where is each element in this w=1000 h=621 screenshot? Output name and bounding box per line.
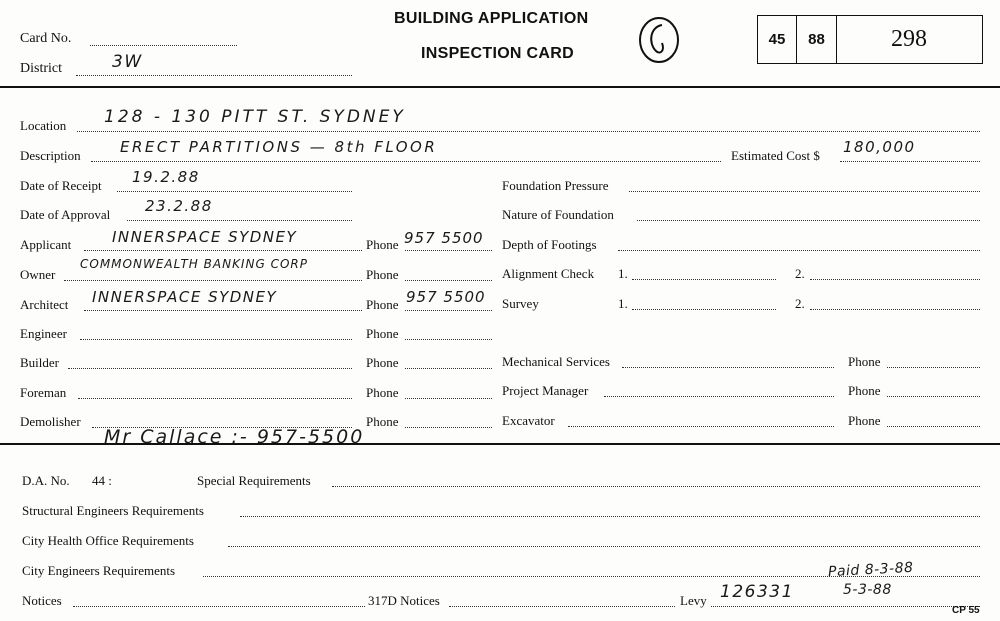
levy-label: Levy [680,593,707,608]
notices-317d-label: 317D Notices [368,593,440,608]
owner-phone-field[interactable] [405,280,492,281]
card-no-label: Card No. [20,31,72,46]
builder-label: Builder [20,355,59,370]
engineer-phone-label: Phone [366,326,399,341]
mechanical-phone-label: Phone [848,354,881,369]
district-field[interactable] [76,75,352,76]
form-code: CP 55 [952,605,980,616]
box-cell-number: 298 [891,26,927,52]
health-requirements-label: City Health Office Requirements [22,533,194,548]
section-divider [0,443,1000,445]
da-no-value: 44 : [92,473,112,488]
architect-phone-label: Phone [366,297,399,312]
location-label: Location [20,118,67,133]
district-value: 3W [112,52,143,72]
box-cell-2: 88 [797,16,837,63]
alignment-field-1[interactable] [632,279,776,280]
levy-value: 126331 [720,582,794,602]
excavator-field[interactable] [568,426,834,427]
architect-value: INNERSPACE SYDNEY [92,288,278,306]
mechanical-phone-field[interactable] [887,367,980,368]
alignment-num-1: 1. [618,266,628,281]
depth-footings-label: Depth of Footings [502,237,597,252]
structural-requirements-label: Structural Engineers Requirements [22,503,204,518]
project-manager-label: Project Manager [502,383,589,398]
alignment-field-2[interactable] [810,279,980,280]
description-value: ERECT PARTITIONS — 8th FLOOR [120,138,438,156]
excavator-phone-label: Phone [848,413,881,428]
paid-note: Paid 8-3-88 [827,559,914,581]
applicant-phone-label: Phone [366,237,399,252]
alignment-check-label: Alignment Check [502,266,595,281]
notices-317d-field[interactable] [449,606,675,607]
date-receipt-label: Date of Receipt [20,178,102,193]
date-approval-value: 23.2.88 [145,197,213,215]
box-cell-1: 45 [758,16,797,63]
applicant-phone-value: 957 5500 [404,229,484,247]
health-requirements-field[interactable] [228,546,980,547]
foundation-pressure-field[interactable] [629,191,980,192]
applicant-label: Applicant [20,237,72,252]
project-manager-phone-label: Phone [848,383,881,398]
demolisher-label: Demolisher [20,414,81,429]
project-manager-field[interactable] [604,396,834,397]
date-approval-label: Date of Approval [20,207,111,222]
engineer-phone-field[interactable] [405,339,492,340]
district-label: District [20,61,62,76]
levy-field[interactable] [711,606,980,607]
nature-foundation-label: Nature of Foundation [502,207,614,222]
builder-phone-field[interactable] [405,368,492,369]
demolisher-phone-label: Phone [366,414,399,429]
owner-phone-label: Phone [366,267,399,282]
special-requirements-label: Special Requirements [197,473,311,488]
owner-label: Owner [20,267,56,282]
applicant-phone-field[interactable] [405,250,492,251]
date-note: 5-3-88 [843,582,892,598]
form-title-line1: BUILDING APPLICATION [394,10,589,27]
location-value: 128 - 130 PITT ST. SYDNEY [104,107,406,127]
architect-label: Architect [20,297,69,312]
foreman-label: Foreman [20,385,67,400]
foreman-phone-field[interactable] [405,398,492,399]
location-field[interactable] [77,131,980,132]
depth-footings-field[interactable] [618,250,980,251]
estimated-cost-value: 180,000 [843,138,916,156]
mechanical-label: Mechanical Services [502,354,610,369]
survey-num-1: 1. [618,296,628,311]
nature-foundation-field[interactable] [637,220,980,221]
survey-field-2[interactable] [810,309,980,310]
city-engineers-label: City Engineers Requirements [22,563,176,578]
architect-field[interactable] [84,310,362,311]
special-requirements-field[interactable] [332,486,980,487]
form-title-line2: INSPECTION CARD [421,45,574,62]
estimated-cost-label: Estimated Cost $ [731,148,820,163]
owner-field[interactable] [64,280,362,281]
architect-phone-field[interactable] [405,310,492,311]
da-no-label: D.A. No. [22,473,70,488]
card-no-field[interactable] [90,45,237,46]
mechanical-field[interactable] [622,367,834,368]
date-approval-field[interactable] [127,220,352,221]
description-field[interactable] [91,161,721,162]
description-label: Description [20,148,81,163]
survey-label: Survey [502,296,539,311]
stamp-mark-icon [634,13,684,67]
notices-field[interactable] [73,606,365,607]
foreman-field[interactable] [78,398,352,399]
architect-phone-value: 957 5500 [406,288,486,306]
engineer-field[interactable] [80,339,352,340]
date-receipt-field[interactable] [117,191,352,192]
notices-label: Notices [22,593,62,608]
owner-value: COMMONWEALTH BANKING CORP [80,257,308,271]
estimated-cost-field[interactable] [840,161,980,162]
date-receipt-value: 19.2.88 [132,168,200,186]
survey-field-1[interactable] [632,309,776,310]
engineer-label: Engineer [20,326,67,341]
excavator-phone-field[interactable] [887,426,980,427]
applicant-value: INNERSPACE SYDNEY [112,228,298,246]
survey-num-2: 2. [795,296,805,311]
contact-note: Mr Callace :- 957-5500 [104,426,365,448]
excavator-label: Excavator [502,413,555,428]
project-manager-phone-field[interactable] [887,396,980,397]
builder-field[interactable] [68,368,352,369]
builder-phone-label: Phone [366,355,399,370]
foundation-pressure-label: Foundation Pressure [502,178,609,193]
structural-requirements-field[interactable] [240,516,980,517]
alignment-num-2: 2. [795,266,805,281]
demolisher-phone-field[interactable] [405,427,492,428]
header-divider [0,86,1000,88]
foreman-phone-label: Phone [366,385,399,400]
card-number-box [757,15,983,64]
applicant-field[interactable] [84,250,362,251]
